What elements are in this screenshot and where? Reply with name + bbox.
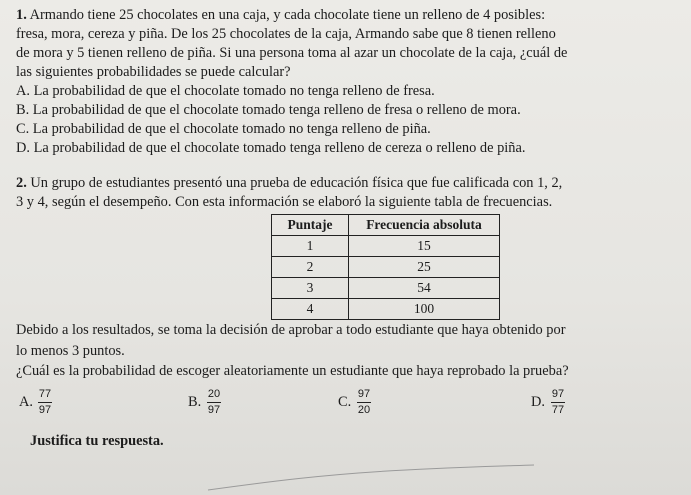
fraction-bar [551,402,565,403]
fraction-numerator: 97 [551,388,565,400]
q2-line-1 [16,174,562,192]
fraction-denominator: 77 [551,404,565,416]
q2-number: 2. [16,175,27,191]
q1-number: 1. [16,7,27,23]
q1-line-3: de mora y 5 tienen relleno de piña. Si una persona toma al azar un chocolate de la caja, ¿cuál de [16,45,568,61]
fraction-numerator: 20 [207,388,221,400]
q2-question: ¿Cuál es la probabilidad de escoger aleatoriamente un estudiante que haya reprobado la prueba? [16,363,569,379]
frequency-table [271,214,500,320]
table-cell: 54 [349,278,500,299]
table-cell: 15 [349,236,500,257]
q2-option-b-fraction [207,388,221,417]
q1-option-d: D. La probabilidad de que el chocolate tomado tenga relleno de cereza o relleno de piña. [16,140,526,156]
q1-line-1 [16,6,545,24]
fraction-bar [357,402,371,403]
table-cell: 25 [349,257,500,278]
table-cell: 4 [272,299,349,320]
table-row [272,236,500,257]
handwritten-line [206,462,536,492]
q2-text-1: Un grupo de estudiantes presentó una prueba de educación física que fue calificada con 1, 2, [30,175,563,191]
table-row [272,257,500,278]
q1-option-b: B. La probabilidad de que el chocolate tomado tenga relleno de fresa o relleno de mora. [16,102,521,118]
header-puntaje: Puntaje [272,215,349,236]
table-cell: 2 [272,257,349,278]
fraction-bar [207,402,221,403]
fraction-denominator: 97 [38,404,52,416]
table-row [272,299,500,320]
table-header-row [272,215,500,236]
q1-option-a: A. La probabilidad de que el chocolate tomado no tenga relleno de fresa. [16,83,435,99]
fraction-numerator: 97 [357,388,371,400]
justify-label: Justifica tu respuesta. [30,433,164,449]
q2-option-d-letter: D. [531,394,545,410]
q2-option-c-letter: C. [338,394,352,410]
header-frecuencia: Frecuencia absoluta [349,215,500,236]
q1-text-1: Armando tiene 25 chocolates en una caja, y cada chocolate tiene un relleno de 4 posibles: [29,7,546,23]
q2-option-d-fraction [551,388,565,417]
table-cell: 3 [272,278,349,299]
q2-line-2: 3 y 4, según el desempeño. Con esta información se elaboró la siguiente tabla de frecuencias. [16,194,553,210]
fraction-numerator: 77 [38,388,52,400]
q1-line-4: las siguientes probabilidades se puede calcular? [16,64,291,80]
q1-line-2: fresa, mora, cereza y piña. De los 25 chocolates de la caja, Armando sabe que 8 tienen relleno [16,26,556,42]
q2-option-a-fraction [38,388,52,417]
fraction-denominator: 97 [207,404,221,416]
q2-option-a-letter: A. [19,394,33,410]
fraction-denominator: 20 [357,404,371,416]
q2-option-c-fraction [357,388,371,417]
table-cell: 1 [272,236,349,257]
table-cell: 100 [349,299,500,320]
q1-option-c: C. La probabilidad de que el chocolate tomado no tenga relleno de piña. [16,121,431,137]
q2-after-2: lo menos 3 puntos. [16,343,125,359]
fraction-bar [38,402,52,403]
q2-after-1: Debido a los resultados, se toma la decisión de aprobar a todo estudiante que haya obtenido por [16,322,566,338]
table-row [272,278,500,299]
q2-option-b-letter: B. [188,394,202,410]
